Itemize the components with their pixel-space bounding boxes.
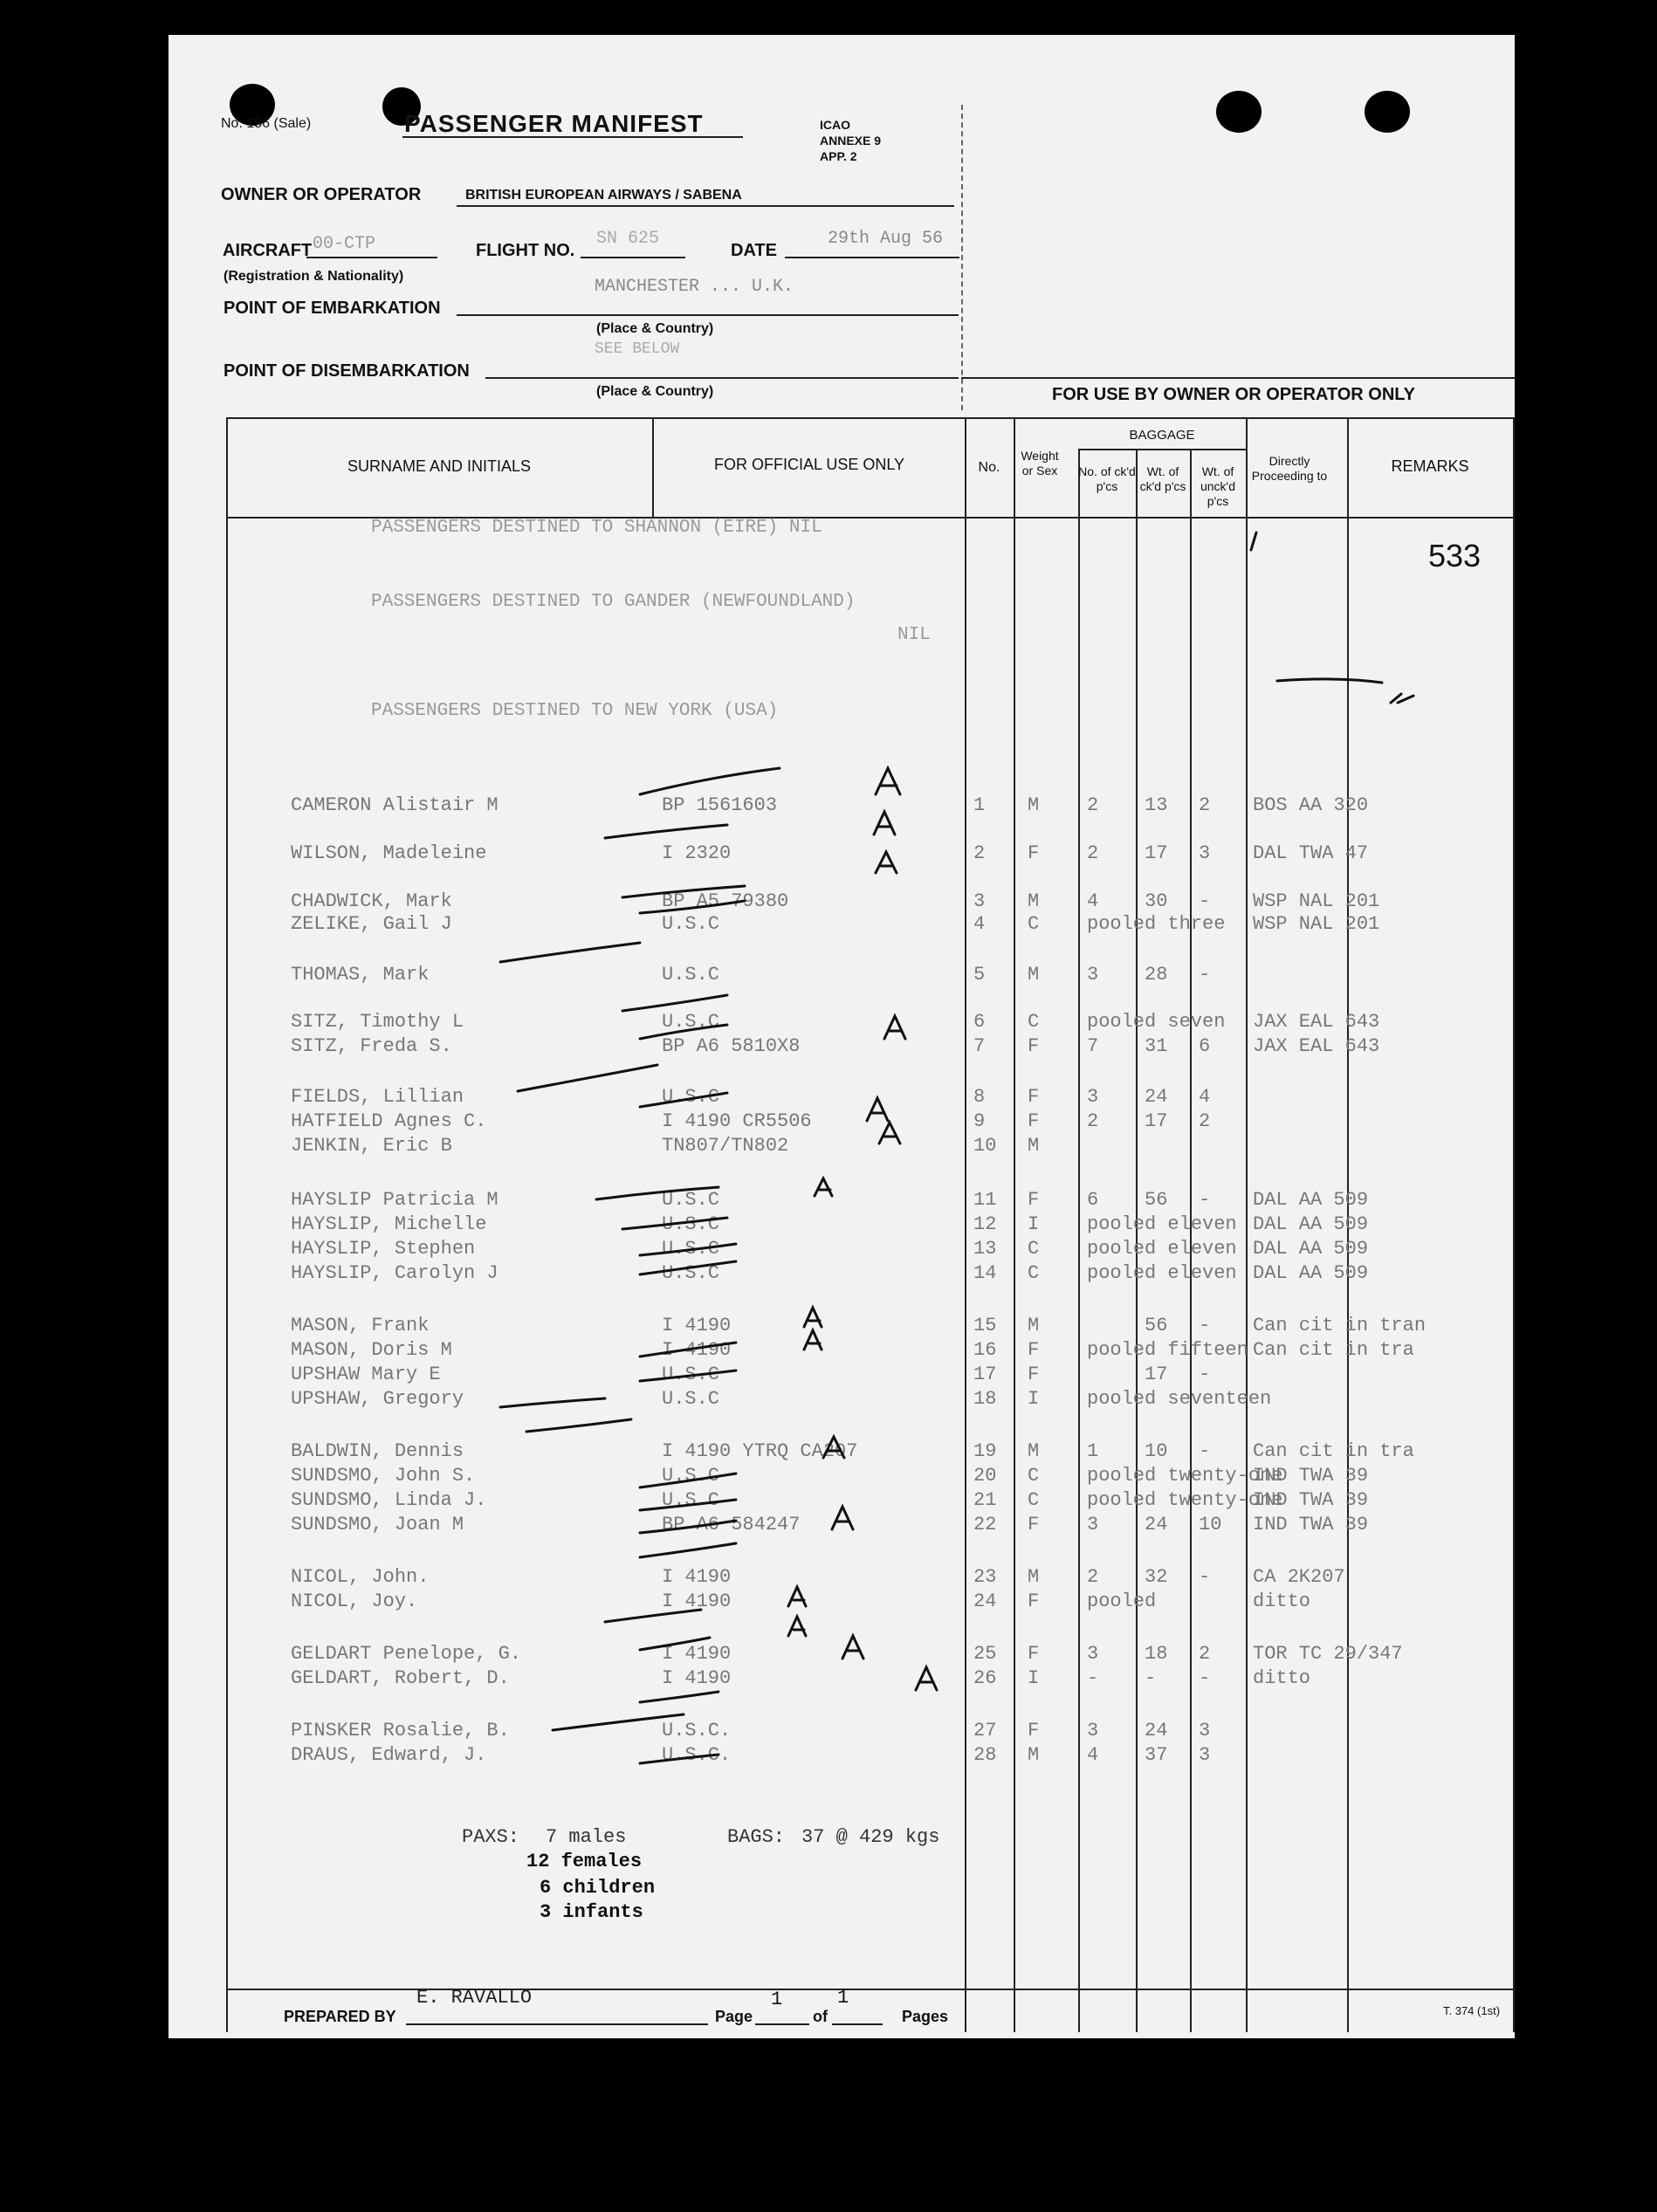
- passenger-official: U.S.C.: [662, 1744, 732, 1766]
- passenger-unchecked-weight: 2: [1199, 794, 1211, 816]
- section-gander-nil: NIL: [897, 625, 931, 645]
- table-row: [168, 1590, 1515, 1613]
- passenger-name: MASON, Doris M: [291, 1339, 452, 1361]
- passenger-bag-weight: 13: [1145, 794, 1168, 816]
- totals-females: 12 females: [526, 1851, 643, 1872]
- passenger-unchecked-weight: -: [1199, 1667, 1211, 1689]
- icao-line-3: APP. 2: [820, 149, 857, 163]
- prepared-underline: [406, 2023, 708, 2025]
- passenger-remarks: TOR TC 29/347: [1253, 1643, 1403, 1665]
- passenger-official: U.S.C: [662, 1364, 720, 1385]
- passenger-official: I 4190: [662, 1315, 732, 1336]
- embark-underline: [457, 314, 959, 316]
- table-row: [168, 1440, 1515, 1463]
- passenger-name: PINSKER Rosalie, B.: [291, 1720, 510, 1741]
- place-note-1: (Place & Country): [596, 321, 714, 336]
- passenger-number: 20: [973, 1465, 997, 1487]
- passenger-sex: F: [1028, 1339, 1040, 1361]
- passenger-sex: C: [1028, 1465, 1040, 1487]
- registration-note: (Registration & Nationality): [223, 269, 404, 284]
- totals-bags-value: 37 @ 429 kgs: [801, 1826, 940, 1848]
- passenger-number: 7: [973, 1035, 986, 1057]
- passenger-official: U.S.C: [662, 1011, 720, 1033]
- page-underline: [755, 2023, 809, 2025]
- table-row: [168, 1388, 1515, 1411]
- passenger-name: HAYSLIP Patricia M: [291, 1189, 498, 1211]
- passenger-number: 24: [973, 1590, 997, 1612]
- place-note-2: (Place & Country): [596, 384, 714, 399]
- passenger-remarks: CA 2K207: [1253, 1566, 1345, 1588]
- passenger-name: HAYSLIP, Stephen: [291, 1238, 476, 1260]
- passenger-bag-weight: 17: [1145, 1364, 1168, 1385]
- passenger-name: BALDWIN, Dennis: [291, 1440, 464, 1462]
- passenger-remarks: DAL AA 509: [1253, 1238, 1369, 1260]
- passenger-sex: F: [1028, 1643, 1040, 1665]
- date-value: 29th Aug 56: [828, 229, 944, 249]
- passenger-number: 27: [973, 1720, 997, 1741]
- table-row: [168, 1135, 1515, 1158]
- table-row: [168, 1213, 1515, 1236]
- table-top-rule: [226, 417, 1515, 419]
- table-row: [168, 842, 1515, 865]
- passenger-name: UPSHAW, Gregory: [291, 1388, 464, 1410]
- passenger-bag-count: pooled eleven: [1087, 1213, 1237, 1235]
- passenger-bag-weight: -: [1145, 1667, 1157, 1689]
- passenger-sex: C: [1028, 1238, 1040, 1260]
- passenger-bag-count: pooled eleven: [1087, 1262, 1237, 1284]
- passenger-unchecked-weight: -: [1199, 1189, 1211, 1211]
- table-row: [168, 1744, 1515, 1767]
- passenger-number: 2: [973, 842, 986, 864]
- passenger-remarks: DAL TWA 47: [1253, 842, 1369, 864]
- passenger-official: BP A6 5810X8: [662, 1035, 801, 1057]
- passenger-sex: M: [1028, 794, 1040, 816]
- aircraft-label: AIRCRAFT: [223, 241, 313, 260]
- passenger-name: HAYSLIP, Carolyn J: [291, 1262, 498, 1284]
- passenger-bag-weight: 24: [1145, 1086, 1168, 1108]
- passenger-unchecked-weight: -: [1199, 890, 1211, 912]
- passenger-official: U.S.C: [662, 913, 720, 935]
- passenger-unchecked-weight: 3: [1199, 1720, 1211, 1741]
- passenger-bag-count: pooled twenty-one: [1087, 1465, 1283, 1487]
- passenger-unchecked-weight: -: [1199, 1364, 1211, 1385]
- section-gander: PASSENGERS DESTINED TO GANDER (NEWFOUNDLAND): [371, 592, 856, 612]
- pages-label: Pages: [902, 2008, 949, 2025]
- table-row: [168, 1339, 1515, 1362]
- passenger-number: 21: [973, 1489, 997, 1511]
- header-weight: Weight or Sex: [1021, 449, 1059, 477]
- passenger-bag-count: 4: [1087, 890, 1099, 912]
- passenger-official: U.S.C: [662, 964, 720, 986]
- passenger-number: 11: [973, 1189, 997, 1211]
- punch-hole: [1365, 91, 1410, 133]
- passenger-remarks: Can cit in tra: [1253, 1339, 1414, 1361]
- passenger-sex: M: [1028, 1135, 1040, 1157]
- passenger-bag-count: 7: [1087, 1035, 1099, 1057]
- aircraft-underline: [306, 257, 437, 258]
- passenger-bag-weight: 32: [1145, 1566, 1168, 1588]
- passenger-sex: M: [1028, 1566, 1040, 1588]
- passenger-bag-count: 4: [1087, 1744, 1099, 1766]
- table-row: [168, 1110, 1515, 1133]
- passenger-remarks: IND TWA 39: [1253, 1489, 1369, 1511]
- passenger-sex: F: [1028, 842, 1040, 864]
- header-bag-no: No. of ck'd p'cs: [1078, 464, 1136, 493]
- passenger-name: ZELIKE, Gail J: [291, 913, 452, 935]
- prepared-label: PREPARED BY: [284, 2008, 396, 2025]
- passenger-remarks: BOS AA 320: [1253, 794, 1369, 816]
- passenger-name: NICOL, Joy.: [291, 1590, 418, 1612]
- passenger-bag-weight: 31: [1145, 1035, 1168, 1057]
- passenger-sex: M: [1028, 1440, 1040, 1462]
- of-value: 1: [837, 1987, 849, 2009]
- passenger-sex: M: [1028, 890, 1040, 912]
- passenger-name: THOMAS, Mark: [291, 964, 430, 986]
- passenger-bag-weight: 30: [1145, 890, 1168, 912]
- table-row: [168, 1035, 1515, 1058]
- passenger-bag-weight: 56: [1145, 1315, 1168, 1336]
- passenger-sex: F: [1028, 1720, 1040, 1741]
- passenger-bag-weight: 56: [1145, 1189, 1168, 1211]
- passenger-name: NICOL, John.: [291, 1566, 430, 1588]
- passenger-sex: C: [1028, 913, 1040, 935]
- passenger-sex: C: [1028, 1262, 1040, 1284]
- section-shannon: PASSENGERS DESTINED TO SHANNON (EIRE) NIL: [371, 518, 822, 538]
- passenger-bag-count: pooled seventeen: [1087, 1388, 1272, 1410]
- passenger-sex: M: [1028, 964, 1040, 986]
- passenger-sex: F: [1028, 1035, 1040, 1057]
- passenger-remarks: Can cit in tran: [1253, 1315, 1427, 1336]
- of-underline: [832, 2023, 883, 2025]
- header-bag-wt: Wt. of ck'd p'cs: [1139, 464, 1186, 493]
- passenger-official: I 4190: [662, 1590, 732, 1612]
- passenger-name: HAYSLIP, Michelle: [291, 1213, 487, 1235]
- passenger-bag-count: 2: [1087, 794, 1099, 816]
- passenger-official: I 4190 CR5506: [662, 1110, 812, 1132]
- passenger-bag-count: 6: [1087, 1189, 1099, 1211]
- aircraft-value: 00-CTP: [313, 234, 376, 254]
- passenger-name: SUNDSMO, John S.: [291, 1465, 476, 1487]
- passenger-remarks: ditto: [1253, 1590, 1311, 1612]
- table-row: [168, 1315, 1515, 1337]
- passenger-name: HATFIELD Agnes C.: [291, 1110, 487, 1132]
- passenger-official: I 2320: [662, 842, 732, 864]
- passenger-bag-weight: 17: [1145, 1110, 1168, 1132]
- passenger-official: U.S.C: [662, 1213, 720, 1235]
- table-row: [168, 1465, 1515, 1487]
- fold-line: [961, 105, 963, 410]
- passenger-bag-count: -: [1087, 1667, 1099, 1689]
- passenger-unchecked-weight: -: [1199, 1440, 1211, 1462]
- header-surname: SURNAME AND INITIALS: [347, 457, 532, 475]
- prepared-value: E. RAVALLO: [416, 1987, 533, 2009]
- passenger-bag-weight: 24: [1145, 1514, 1168, 1535]
- passenger-number: 15: [973, 1315, 997, 1336]
- passenger-unchecked-weight: 2: [1199, 1643, 1211, 1665]
- passenger-unchecked-weight: -: [1199, 964, 1211, 986]
- passenger-name: SITZ, Freda S.: [291, 1035, 452, 1057]
- table-row: [168, 890, 1515, 913]
- passenger-unchecked-weight: 6: [1199, 1035, 1211, 1057]
- passenger-bag-weight: 10: [1145, 1440, 1168, 1462]
- passenger-bag-count: pooled fifteen: [1087, 1339, 1248, 1361]
- passenger-name: SUNDSMO, Linda J.: [291, 1489, 487, 1511]
- passenger-sex: I: [1028, 1667, 1040, 1689]
- passenger-bag-count: 3: [1087, 1720, 1099, 1741]
- passenger-number: 19: [973, 1440, 997, 1462]
- of-label: of: [813, 2008, 828, 2025]
- passenger-remarks: IND TWA 39: [1253, 1514, 1369, 1535]
- passenger-bag-weight: 24: [1145, 1720, 1168, 1741]
- passenger-bag-count: 3: [1087, 1514, 1099, 1535]
- passenger-sex: C: [1028, 1489, 1040, 1511]
- passenger-unchecked-weight: 4: [1199, 1086, 1211, 1108]
- passenger-bag-count: 3: [1087, 1643, 1099, 1665]
- passenger-bag-count: 2: [1087, 842, 1099, 864]
- passenger-sex: M: [1028, 1315, 1040, 1336]
- passenger-sex: F: [1028, 1086, 1040, 1108]
- passenger-name: CAMERON Alistair M: [291, 794, 498, 816]
- form-code: T. 374 (1st): [1443, 2004, 1501, 2017]
- flight-label: FLIGHT NO.: [476, 241, 575, 260]
- passenger-official: BP 1561603: [662, 794, 778, 816]
- passenger-name: DRAUS, Edward, J.: [291, 1744, 487, 1766]
- passenger-number: 4: [973, 913, 986, 935]
- passenger-number: 13: [973, 1238, 997, 1260]
- passenger-number: 10: [973, 1135, 997, 1157]
- passenger-official: I 4190 YTRQ CA207: [662, 1440, 858, 1462]
- passenger-official: I 4190: [662, 1339, 732, 1361]
- embark-value: MANCHESTER ... U.K.: [595, 277, 794, 297]
- passenger-name: FIELDS, Lillian: [291, 1086, 464, 1108]
- passenger-sex: C: [1028, 1011, 1040, 1033]
- passenger-number: 1: [973, 794, 986, 816]
- passenger-bag-count: 3: [1087, 964, 1099, 986]
- passenger-number: 25: [973, 1643, 997, 1665]
- passenger-name: GELDART, Robert, D.: [291, 1667, 510, 1689]
- disembark-value: SEE BELOW: [595, 340, 680, 358]
- passenger-bag-count: pooled eleven: [1087, 1238, 1237, 1260]
- passenger-name: UPSHAW Mary E: [291, 1364, 441, 1385]
- passenger-official: U.S.C: [662, 1465, 720, 1487]
- passenger-bag-count: pooled three: [1087, 913, 1226, 935]
- owner-label: OWNER OR OPERATOR: [221, 185, 422, 204]
- passenger-number: 12: [973, 1213, 997, 1235]
- table-row: [168, 1238, 1515, 1261]
- section-new-york: PASSENGERS DESTINED TO NEW YORK (USA): [371, 701, 779, 721]
- passenger-sex: I: [1028, 1213, 1040, 1235]
- passenger-name: MASON, Frank: [291, 1315, 430, 1336]
- header-directly: Directly Proceeding to: [1251, 454, 1328, 483]
- passenger-unchecked-weight: 3: [1199, 1744, 1211, 1766]
- table-row: [168, 794, 1515, 817]
- passenger-name: JENKIN, Eric B: [291, 1135, 452, 1157]
- table-row: [168, 1667, 1515, 1690]
- passenger-number: 16: [973, 1339, 997, 1361]
- passenger-official: TN807/TN802: [662, 1135, 789, 1157]
- passenger-remarks: Can cit in tra: [1253, 1440, 1414, 1462]
- passenger-official: U.S.C.: [662, 1720, 732, 1741]
- passenger-official: I 4190: [662, 1566, 732, 1588]
- passenger-bag-weight: 37: [1145, 1744, 1168, 1766]
- passenger-remarks: DAL AA 509: [1253, 1189, 1369, 1211]
- passenger-official: U.S.C: [662, 1238, 720, 1260]
- passenger-official: U.S.C: [662, 1489, 720, 1511]
- passenger-bag-count: pooled twenty-one: [1087, 1489, 1283, 1511]
- passenger-official: U.S.C: [662, 1189, 720, 1211]
- manifest-sheet: [168, 35, 1515, 2038]
- passenger-remarks: JAX EAL 643: [1253, 1035, 1380, 1057]
- passenger-remarks: DAL AA 509: [1253, 1213, 1369, 1235]
- passenger-number: 22: [973, 1514, 997, 1535]
- flight-underline: [581, 257, 685, 258]
- passenger-unchecked-weight: 2: [1199, 1110, 1211, 1132]
- passenger-bag-weight: 17: [1145, 842, 1168, 864]
- passenger-official: U.S.C: [662, 1262, 720, 1284]
- passenger-number: 26: [973, 1667, 997, 1689]
- passenger-official: I 4190: [662, 1643, 732, 1665]
- header-no: No.: [978, 460, 1000, 475]
- passenger-name: CHADWICK, Mark: [291, 890, 452, 912]
- table-row: [168, 1086, 1515, 1109]
- passenger-bag-count: 3: [1087, 1086, 1099, 1108]
- date-label: DATE: [731, 241, 777, 260]
- passenger-name: SUNDSMO, Joan M: [291, 1514, 464, 1535]
- passenger-official: U.S.C: [662, 1086, 720, 1108]
- passenger-number: 8: [973, 1086, 986, 1108]
- passenger-number: 6: [973, 1011, 986, 1033]
- table-row: [168, 1189, 1515, 1212]
- baggage-sub-rule: [1078, 449, 1246, 450]
- header-official: FOR OFFICIAL USE ONLY: [713, 456, 905, 473]
- totals-bags-label: BAGS:: [727, 1826, 786, 1848]
- passenger-bag-weight: 28: [1145, 964, 1168, 986]
- header-remarks: REMARKS: [1391, 457, 1469, 475]
- passenger-sex: F: [1028, 1189, 1040, 1211]
- date-underline: [785, 257, 959, 258]
- table-row: [168, 964, 1515, 986]
- page-value: 1: [771, 1989, 783, 2010]
- passenger-sex: I: [1028, 1388, 1040, 1410]
- page-title: PASSENGER MANIFEST: [404, 110, 704, 137]
- passenger-unchecked-weight: -: [1199, 1566, 1211, 1588]
- passenger-name: WILSON, Madeleine: [291, 842, 487, 864]
- owner-underline: [457, 205, 954, 207]
- table-row: [168, 1262, 1515, 1285]
- passenger-remarks: WSP NAL 201: [1253, 890, 1380, 912]
- passenger-sex: F: [1028, 1514, 1040, 1535]
- table-row: [168, 1011, 1515, 1034]
- passenger-official: BP A6 584247: [662, 1514, 801, 1535]
- icao-line-2: ANNEXE 9: [820, 134, 882, 148]
- table-row: [168, 1514, 1515, 1536]
- passenger-sex: F: [1028, 1110, 1040, 1132]
- punch-hole: [1216, 91, 1262, 133]
- disembark-underline: [485, 377, 959, 379]
- passenger-number: 5: [973, 964, 986, 986]
- passenger-unchecked-weight: 10: [1199, 1514, 1222, 1535]
- totals-infants: 3 infants: [540, 1901, 643, 1923]
- passenger-bag-count: pooled seven: [1087, 1011, 1226, 1033]
- owner-only-label: FOR USE BY OWNER OR OPERATOR ONLY: [1052, 385, 1415, 404]
- page-label: Page: [715, 2008, 753, 2025]
- table-row: [168, 1489, 1515, 1512]
- passenger-bag-count: 2: [1087, 1110, 1099, 1132]
- flight-value: SN 625: [596, 229, 660, 249]
- stamp-number: 533: [1428, 538, 1482, 574]
- embark-label: POINT OF EMBARKATION: [223, 299, 441, 318]
- title-underline: [402, 136, 743, 138]
- passenger-unchecked-weight: -: [1199, 1315, 1211, 1336]
- passenger-number: 3: [973, 890, 986, 912]
- table-row: [168, 913, 1515, 936]
- passenger-remarks: IND TWA 39: [1253, 1465, 1369, 1487]
- totals-paxs-label: PAXS:: [462, 1826, 520, 1848]
- table-row: [168, 1566, 1515, 1589]
- owner-value: BRITISH EUROPEAN AIRWAYS / SABENA: [465, 188, 742, 203]
- header-bag-unck: Wt. of unck'd p'cs: [1200, 464, 1236, 508]
- passenger-number: 28: [973, 1744, 997, 1766]
- table-row: [168, 1643, 1515, 1666]
- icao-line-1: ICAO: [820, 118, 850, 132]
- passenger-sex: F: [1028, 1590, 1040, 1612]
- totals-males: 7 males: [546, 1826, 627, 1848]
- passenger-sex: F: [1028, 1364, 1040, 1385]
- passenger-remarks: WSP NAL 201: [1253, 913, 1380, 935]
- passenger-number: 14: [973, 1262, 997, 1284]
- passenger-bag-weight: 18: [1145, 1643, 1168, 1665]
- passenger-official: U.S.C: [662, 1388, 720, 1410]
- table-row: [168, 1364, 1515, 1386]
- passenger-bag-count: pooled: [1087, 1590, 1157, 1612]
- form-number: No. 156 (Sale): [221, 116, 312, 131]
- owner-only-rule: [961, 377, 1515, 379]
- passenger-name: GELDART Penelope, G.: [291, 1643, 522, 1665]
- table-row: [168, 1720, 1515, 1742]
- passenger-sex: M: [1028, 1744, 1040, 1766]
- passenger-name: SITZ, Timothy L: [291, 1011, 464, 1033]
- passenger-number: 23: [973, 1566, 997, 1588]
- passenger-unchecked-weight: 3: [1199, 842, 1211, 864]
- passenger-number: 9: [973, 1110, 986, 1132]
- passenger-number: 18: [973, 1388, 997, 1410]
- passenger-official: BP A5 79380: [662, 890, 789, 912]
- passenger-bag-count: 1: [1087, 1440, 1099, 1462]
- passenger-number: 17: [973, 1364, 997, 1385]
- disembark-label: POINT OF DISEMBARKATION: [223, 361, 470, 381]
- totals-children: 6 children: [540, 1877, 656, 1899]
- passenger-official: I 4190: [662, 1667, 732, 1689]
- passenger-remarks: DAL AA 509: [1253, 1262, 1369, 1284]
- header-baggage: BAGGAGE: [1129, 428, 1195, 443]
- passenger-remarks: ditto: [1253, 1667, 1311, 1689]
- passenger-remarks: JAX EAL 643: [1253, 1011, 1380, 1033]
- passenger-bag-count: 2: [1087, 1566, 1099, 1588]
